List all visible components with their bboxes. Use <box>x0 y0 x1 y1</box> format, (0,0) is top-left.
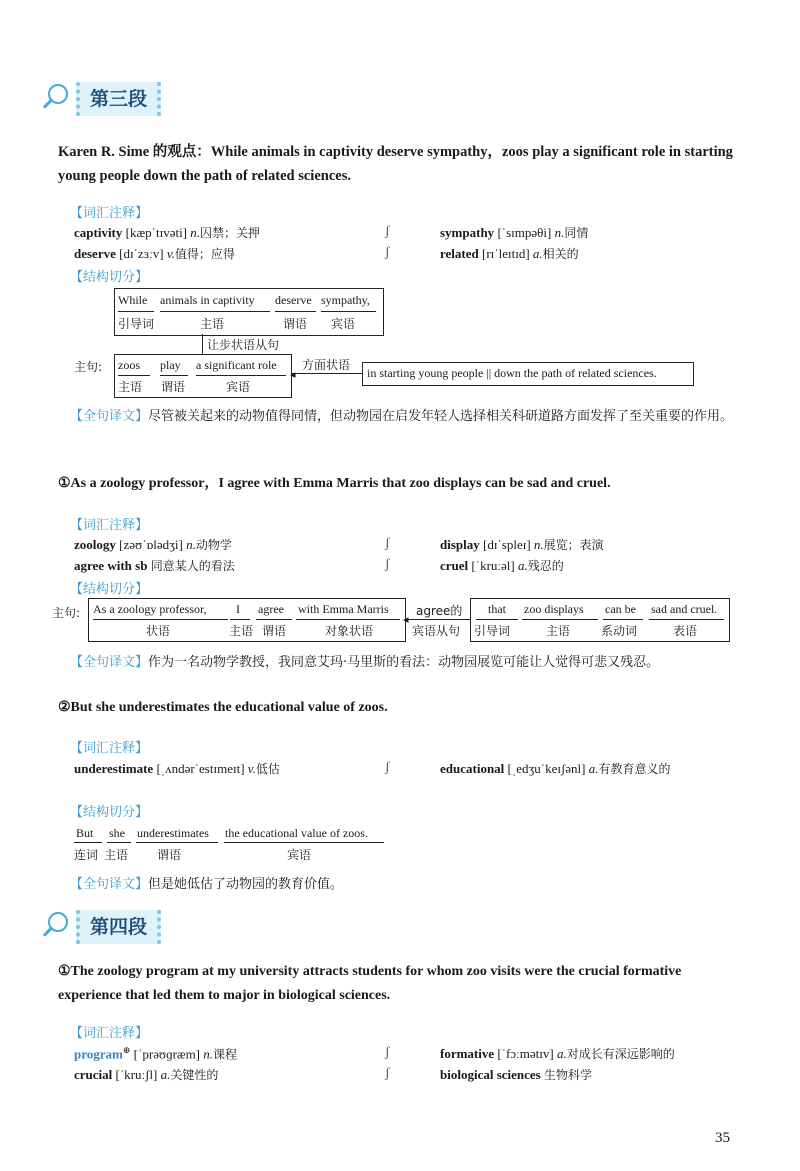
clause-word: sympathy, <box>321 293 370 307</box>
translation: 【全句译文】尽管被关起来的动物值得同情，但动物园在启发年轻人选择相关科研道路方面发挥了至关重要的作用。 <box>70 409 734 424</box>
main-clause-label: 主句: <box>52 606 81 620</box>
clause-word: she <box>109 826 125 840</box>
adverbial-label: 方面状语 <box>302 358 351 372</box>
vocab-entry: cruel [ˈkruːəl] a.残忍的 <box>440 558 564 573</box>
vocab-entry: zoology [zəʊˈɒlədʒi] n.动物学 <box>74 537 232 552</box>
clause-word: I <box>236 602 240 616</box>
clause-word: animals in captivity <box>160 293 255 307</box>
clause-word: zoo displays <box>524 602 584 616</box>
arrow-left-icon: ◂ <box>403 614 409 626</box>
clause-word: While <box>118 293 148 307</box>
vocab-label: 【词汇注释】 <box>70 518 149 533</box>
separator-icon: ʃ <box>385 536 390 551</box>
agree-label: agree的 <box>416 604 463 618</box>
vocab-entry: deserve [dɪˈzɜːv] v.值得；应得 <box>74 246 235 261</box>
adverbial-text: in starting young people || down the path of related sciences. <box>367 366 657 380</box>
clause-word: a significant role <box>196 358 277 372</box>
role-label: 谓语 <box>262 624 287 638</box>
role-label: 引导词 <box>118 317 155 331</box>
clause-word: agree <box>258 602 284 616</box>
sentence-1: ①As a zoology professor，I agree with Emma Marris that zoo displays can be sad and cruel. <box>58 476 611 491</box>
vocab-entry: biological sciences 生物科学 <box>440 1067 593 1082</box>
separator-icon: ʃ <box>385 760 390 775</box>
concession-label: 让步状语从句 <box>207 338 280 352</box>
separator-icon: ʃ <box>385 1045 390 1060</box>
clause-word: But <box>76 826 94 840</box>
vocab-entry: program⊕ [ˈprəʊɡræm] n.课程 <box>74 1045 238 1062</box>
clause-word: the educational value of zoos. <box>225 826 368 840</box>
sentence-3: ①The zoology program at my university attracts students for whom zoo visits were the crucial formative experience that led them to major in biological sciences. <box>58 964 682 1003</box>
translation: 【全句译文】但是她低估了动物园的教育价值。 <box>70 877 344 892</box>
role-label: 宾语 <box>287 848 312 862</box>
magnifier-icon <box>38 82 72 116</box>
section-title: 第四段 <box>76 910 161 944</box>
structure-label: 【结构切分】 <box>70 582 149 597</box>
role-label: 谓语 <box>161 380 186 394</box>
role-label: 主语 <box>229 624 254 638</box>
arrow-left-icon: ◂ <box>290 369 296 381</box>
paragraph-viewpoint: Karen R. Sime 的观点：While animals in captivity deserve sympathy，zoos play a significant role in starting young people down the path of related sciences. <box>58 144 733 184</box>
vocab-entry: sympathy [ˈsɪmpəθi] n.同情 <box>440 225 589 240</box>
vocab-entry: educational [ˌedʒuˈkeɪʃənl] a.有教育意义的 <box>440 761 671 776</box>
structure-label: 【结构切分】 <box>70 805 149 820</box>
section-header-4 <box>38 910 161 944</box>
separator-icon: ʃ <box>385 557 390 572</box>
role-label: 主语 <box>546 624 571 638</box>
main-clause-label: 主句: <box>74 360 103 374</box>
vocab-entry: formative [ˈfɔːmətɪv] a.对成长有深远影响的 <box>440 1046 675 1061</box>
role-label: 宾语 <box>331 317 356 331</box>
page-number: 35 <box>715 1130 730 1146</box>
sentence-2: ②But she underestimates the educational value of zoos. <box>58 700 388 715</box>
role-label: 状语 <box>146 624 171 638</box>
clause-word: zoos <box>118 358 140 372</box>
role-label: 连词 <box>74 848 99 862</box>
role-label: 谓语 <box>283 317 308 331</box>
clause-word: play <box>160 358 181 372</box>
vocab-label: 【词汇注释】 <box>70 1026 149 1041</box>
structure-label: 【结构切分】 <box>70 270 149 285</box>
vocab-entry: display [dɪˈspleɪ] n.展览；表演 <box>440 537 604 552</box>
role-label: 主语 <box>118 380 143 394</box>
magnifier-icon <box>38 910 72 944</box>
vocab-entry: related [rɪˈleɪtɪd] a.相关的 <box>440 246 579 261</box>
role-label: 宾语 <box>226 380 251 394</box>
clause-word: underestimates <box>137 826 209 840</box>
clause-word: with Emma Marris <box>298 602 389 616</box>
separator-icon: ʃ <box>385 224 390 239</box>
clause-word: that <box>488 602 506 616</box>
clause-word: As a zoology professor, <box>93 602 207 616</box>
object-clause-label: 宾语从句 <box>412 624 461 638</box>
translation: 【全句译文】作为一名动物学教授，我同意艾玛·马里斯的看法：动物园展览可能让人觉得可悲又残忍。 <box>70 655 660 670</box>
clause-word: sad and cruel. <box>651 602 718 616</box>
role-label: 谓语 <box>157 848 182 862</box>
vocab-entry: underestimate [ˌʌndərˈestɪmeɪt] v.低估 <box>74 761 280 776</box>
section-title: 第三段 <box>76 82 161 116</box>
vocab-label: 【词汇注释】 <box>70 741 149 756</box>
clause-word: can be <box>605 602 636 616</box>
separator-icon: ʃ <box>385 245 390 260</box>
section-header-3 <box>38 82 161 116</box>
vocab-entry: agree with sb 同意某人的看法 <box>74 558 235 573</box>
vocab-entry: captivity [kæpˈtɪvəti] n.囚禁；关押 <box>74 225 261 240</box>
role-label: 引导词 <box>474 624 511 638</box>
separator-icon: ʃ <box>385 1066 390 1081</box>
clause-word: deserve <box>275 293 312 307</box>
role-label: 系动词 <box>601 624 638 638</box>
vocab-label: 【词汇注释】 <box>70 206 149 221</box>
vocab-entry: crucial [ˈkruːʃl] a.关键性的 <box>74 1067 219 1082</box>
role-label: 主语 <box>200 317 225 331</box>
role-label: 主语 <box>104 848 129 862</box>
role-label: 表语 <box>673 624 698 638</box>
role-label: 对象状语 <box>325 624 374 638</box>
